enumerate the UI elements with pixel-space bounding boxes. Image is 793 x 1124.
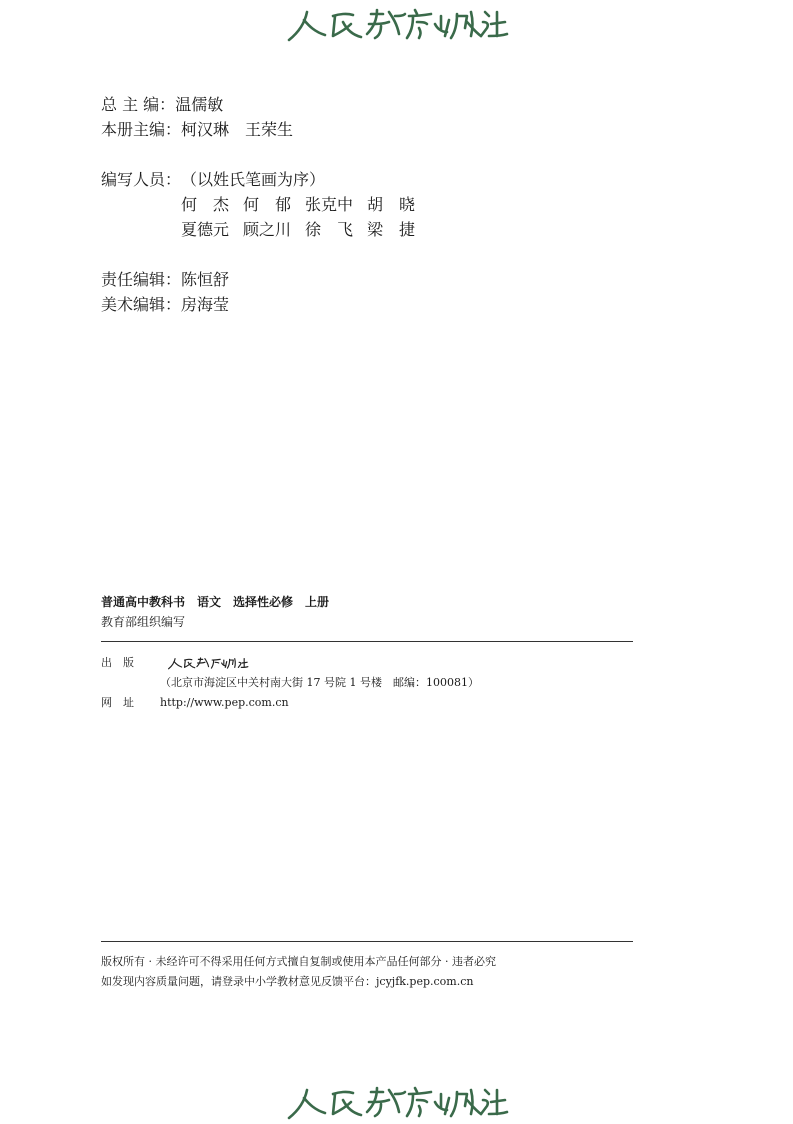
authors-order-note: （以姓氏笔画为序） bbox=[181, 170, 326, 189]
chief-editor-name: 温儒敏 bbox=[175, 95, 224, 114]
publisher-calligraphy-logo-icon bbox=[285, 1080, 510, 1124]
publisher-calligraphy-logo-icon bbox=[285, 2, 510, 46]
author-name: 夏德元 bbox=[181, 220, 230, 239]
volume-editor-name: 王荣生 bbox=[245, 120, 294, 139]
author-name: 顾之川 bbox=[243, 220, 292, 239]
author-name: 何 杰 bbox=[181, 195, 230, 214]
book-title-part: 上册 bbox=[305, 595, 330, 609]
book-title bbox=[101, 593, 341, 611]
website-row bbox=[101, 693, 479, 713]
responsible-editor-label: 责任编辑： bbox=[101, 270, 182, 289]
art-editor-label: 美术编辑： bbox=[101, 295, 182, 314]
authors-row bbox=[101, 192, 429, 217]
author-name: 梁 捷 bbox=[367, 220, 416, 239]
book-title-part: 语文 bbox=[197, 595, 222, 609]
book-title-part: 普通高中教科书 bbox=[101, 595, 186, 609]
chief-editor-row bbox=[101, 92, 429, 117]
publisher-calligraphy-logo-icon bbox=[160, 655, 256, 671]
author-name: 张克中 bbox=[305, 195, 354, 214]
website-label: 网 址 bbox=[101, 696, 134, 709]
publisher-address: （北京市海淀区中关村南大街 17 号院 1 号楼 邮编：100081） bbox=[160, 676, 479, 689]
divider bbox=[101, 941, 633, 942]
copyright-block bbox=[101, 952, 496, 992]
art-editor-row bbox=[101, 292, 429, 317]
responsible-editor-row bbox=[101, 267, 429, 292]
volume-editor-row bbox=[101, 117, 429, 142]
author-name: 徐 飞 bbox=[305, 220, 354, 239]
art-editor-name: 房海莹 bbox=[181, 295, 230, 314]
publisher-logo-top bbox=[285, 2, 510, 46]
author-name: 何 郁 bbox=[243, 195, 292, 214]
responsible-editor-name: 陈恒舒 bbox=[181, 270, 230, 289]
credits-block bbox=[101, 92, 429, 317]
publisher-label: 出 版 bbox=[101, 656, 134, 669]
authors-row bbox=[101, 217, 429, 242]
volume-editor-label: 本册主编： bbox=[101, 120, 182, 139]
feedback-notice: 如发现内容质量问题，请登录中小学教材意见反馈平台：jcyjfk.pep.com.cn bbox=[101, 975, 474, 988]
compiled-by: 教育部组织编写 bbox=[101, 615, 186, 629]
author-name: 胡 晓 bbox=[367, 195, 416, 214]
authors-label: 编写人员： bbox=[101, 170, 182, 189]
publication-info bbox=[101, 653, 479, 713]
publisher-logo-bottom bbox=[285, 1080, 510, 1124]
chief-editor-label: 总 主 编： bbox=[101, 95, 176, 114]
publisher-mini-logo bbox=[160, 655, 256, 671]
authors-heading-row bbox=[101, 167, 429, 192]
book-title-part: 选择性必修 bbox=[233, 595, 294, 609]
website-link[interactable]: http://www.pep.com.cn bbox=[160, 696, 289, 709]
publisher-row bbox=[101, 653, 479, 673]
volume-editor-name: 柯汉琳 bbox=[181, 120, 230, 139]
book-info bbox=[101, 593, 341, 631]
copyright-notice: 版权所有 · 未经许可不得采用任何方式擅自复制或使用本产品任何部分 · 违者必究 bbox=[101, 955, 496, 968]
divider bbox=[101, 641, 633, 642]
